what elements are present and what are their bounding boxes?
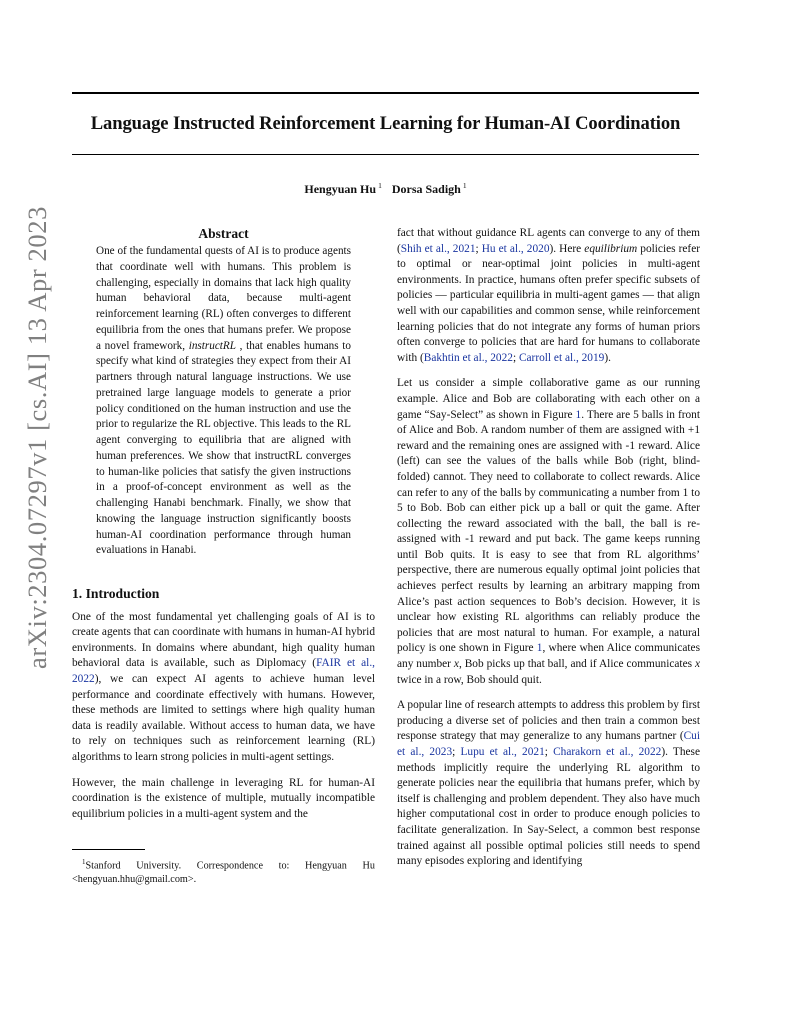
footnote-text: Stanford University. Correspondence to: Hengyuan Hu <hengyuan.hhu@gmail.com>.	[72, 860, 375, 886]
footnote-mark: 1	[82, 858, 86, 867]
abstract-text-part: One of the fundamental quests of AI is to produce agents that coordinate well with humans. This problem is challenging, especially in domains that lack high quality human behavioral data, because multi-agent reinforcement learning (RL) often converges to different equilibria from the ones that humans prefer. We propose a novel framework,	[96, 245, 351, 352]
method-name: instructRL	[188, 339, 236, 352]
author-name: Hengyuan Hu	[304, 182, 377, 196]
intro-paragraph-2: However, the main challenge in leveraging RL for human-AI coordination is the existence of multiple, mutually incompatible equilibrium policies in a multi-agent system and the	[72, 776, 375, 820]
paper-title: Language Instructed Reinforcement Learning for Human-AI Coordination	[90, 113, 681, 134]
arxiv-identifier-stamp	[22, 206, 52, 700]
abstract-heading: Abstract	[198, 226, 249, 241]
citation-link[interactable]: Carroll et al., 2019	[518, 351, 605, 364]
paragraph-text: , Bob picks up that ball, and if Alice communicates	[458, 658, 695, 671]
paragraph-text: policies refer to optimal or near-optimal joint policies in multi-agent environments. In practice, humans often prefer specific subsets of policies — particular equilibria in multi-agent games — that align well with our capabilities and common sense, while reinforcement learning policies that do not integrate any forms of human priors often converge to policies that are hard for humans to collaborate with (	[397, 242, 701, 364]
paragraph-text: ).	[604, 351, 611, 364]
math-variable: x	[694, 658, 700, 671]
left-column	[72, 226, 375, 887]
citation-link[interactable]: Cui et al., 2023	[397, 730, 700, 758]
affiliation-mark: 1	[378, 181, 382, 190]
affiliation-mark: 1	[462, 181, 467, 190]
intro-paragraph-1	[72, 610, 375, 766]
citation-link[interactable]: Lupu et al., 2021	[460, 746, 545, 758]
paragraph-text: ;	[544, 746, 554, 758]
paragraph-text: ). These methods implicitly require the underlying RL algorithm to generate policies near the equilibria that humans prefer, which by itself is challenging and problem dependent. They also have much higher computational cost in order to produce enough policies to facilitate generalization. In Say-Select, a common best response trained against all possible optimal policies still needs to spend many episodes exploring and identifying	[397, 746, 701, 868]
abstract-text	[96, 244, 351, 559]
right-paragraph-2	[397, 376, 700, 688]
paragraph-text: ), we can expect AI agents to achieve human level performance and coordinate effectively with humans. However, these methods are limited to settings where high quality human data is readily available. Without access to human data, we have to rely on techniques such as reinforcement learning (RL) algorithms to learn strong policies in multi-agent settings.	[72, 672, 375, 763]
section-heading-introduction: 1. Introduction	[72, 586, 160, 601]
paragraph-text: ). Here	[549, 242, 585, 255]
author-list	[72, 181, 699, 197]
math-variable: x	[453, 658, 459, 671]
footnote	[72, 856, 375, 886]
paragraph-text: One of the most fundamental yet challenging goals of AI is to create agents that can coordinate with humans in human-AI hybrid environments. In domains where abundant, high quality human behavioral data is available, such as Diplomacy (	[72, 610, 375, 670]
emphasized-term: equilibrium	[584, 242, 638, 255]
citation-link[interactable]: Charakorn et al., 2022	[553, 746, 662, 758]
citation-link[interactable]: Hu et al., 2020	[481, 242, 550, 255]
title-rule-top	[72, 92, 699, 94]
citation-link[interactable]: Bakhtin et al., 2022	[423, 351, 513, 364]
title-rule-bottom	[72, 154, 699, 155]
paragraph-text: ;	[475, 242, 482, 255]
citation-link[interactable]: Shih et al., 2021	[400, 242, 476, 255]
author-name: Dorsa Sadigh	[391, 182, 461, 196]
paragraph-text: A popular line of research attempts to address this problem by first producing a diverse set of policies and then train a common best response strategy that may generalize to any humans partner (	[397, 699, 700, 743]
citation-link[interactable]: FAIR et al., 2022	[72, 657, 375, 685]
right-paragraph-1	[397, 226, 700, 366]
arxiv-identifier-text: arXiv:2304.07297v1 [cs.AI] 13 Apr 2023	[22, 206, 52, 669]
right-column	[397, 226, 700, 870]
paragraph-text: fact that without guidance RL agents can converge to any of them (	[397, 227, 700, 255]
footnote-rule	[72, 849, 145, 850]
paragraph-text: Let us consider a simple collaborative game as our running example. Alice and Bob are collaborating with each other on a game “Say-Select” as shown in Figure	[397, 377, 700, 421]
figure-link[interactable]: 1	[575, 408, 582, 421]
paragraph-text: ;	[512, 351, 519, 364]
abstract-text-part: , that enables humans to specify what kind of strategies they expect from their AI partners through natural language instructions. We use pretrained large language models to generate a prior policy conditioned on the human instruction and use the prior to regularize the RL objective. This leads to the RL agent converging to equilibria that are aligned with human preferences. We show that instructRL converges to human-like policies that satisfy the given instructions in a proof-of-concept environment as well as the challenging Hanabi benchmark. Finally, we show that knowing the language instruction significantly boosts human-AI coordination performance through human evaluations in Hanabi.	[96, 339, 351, 557]
figure-link[interactable]: 1	[536, 642, 543, 655]
paragraph-text: , where when Alice communicates any number	[397, 642, 700, 671]
paragraph-text: . There are 5 balls in front of Alice and Bob. A random number of them are assigned with +1 reward and the remaining ones are assigned with -1 reward. Alice (left) can see the values of the balls while Bob (right, blind-folded) cannot. They need to collaborate to collect rewards. Alice can refer to any of the balls by communicating a number from 1 to 5 to Bob. Bob can either pick up a ball or quit the game. After collecting the reward associated with the ball, the ball is re-assigned with -1 reward and put back. The game keeps running until Bob quits. It is easy to see that from RL algorithms’ perspective, there are numerous equally optimal joint policies that achieves perfect results by learning an arbitrary mapping from Alice’s past action sequences to Bob’s decision. However, it is unclear how existing RL algorithms can reliably produce the policies that are most natural to human. For example, a natural policy is one shown in Figure	[397, 408, 700, 655]
right-paragraph-3	[397, 698, 700, 870]
paragraph-text: twice in a row, Bob should quit.	[397, 673, 542, 686]
paragraph-text: ;	[452, 746, 461, 758]
